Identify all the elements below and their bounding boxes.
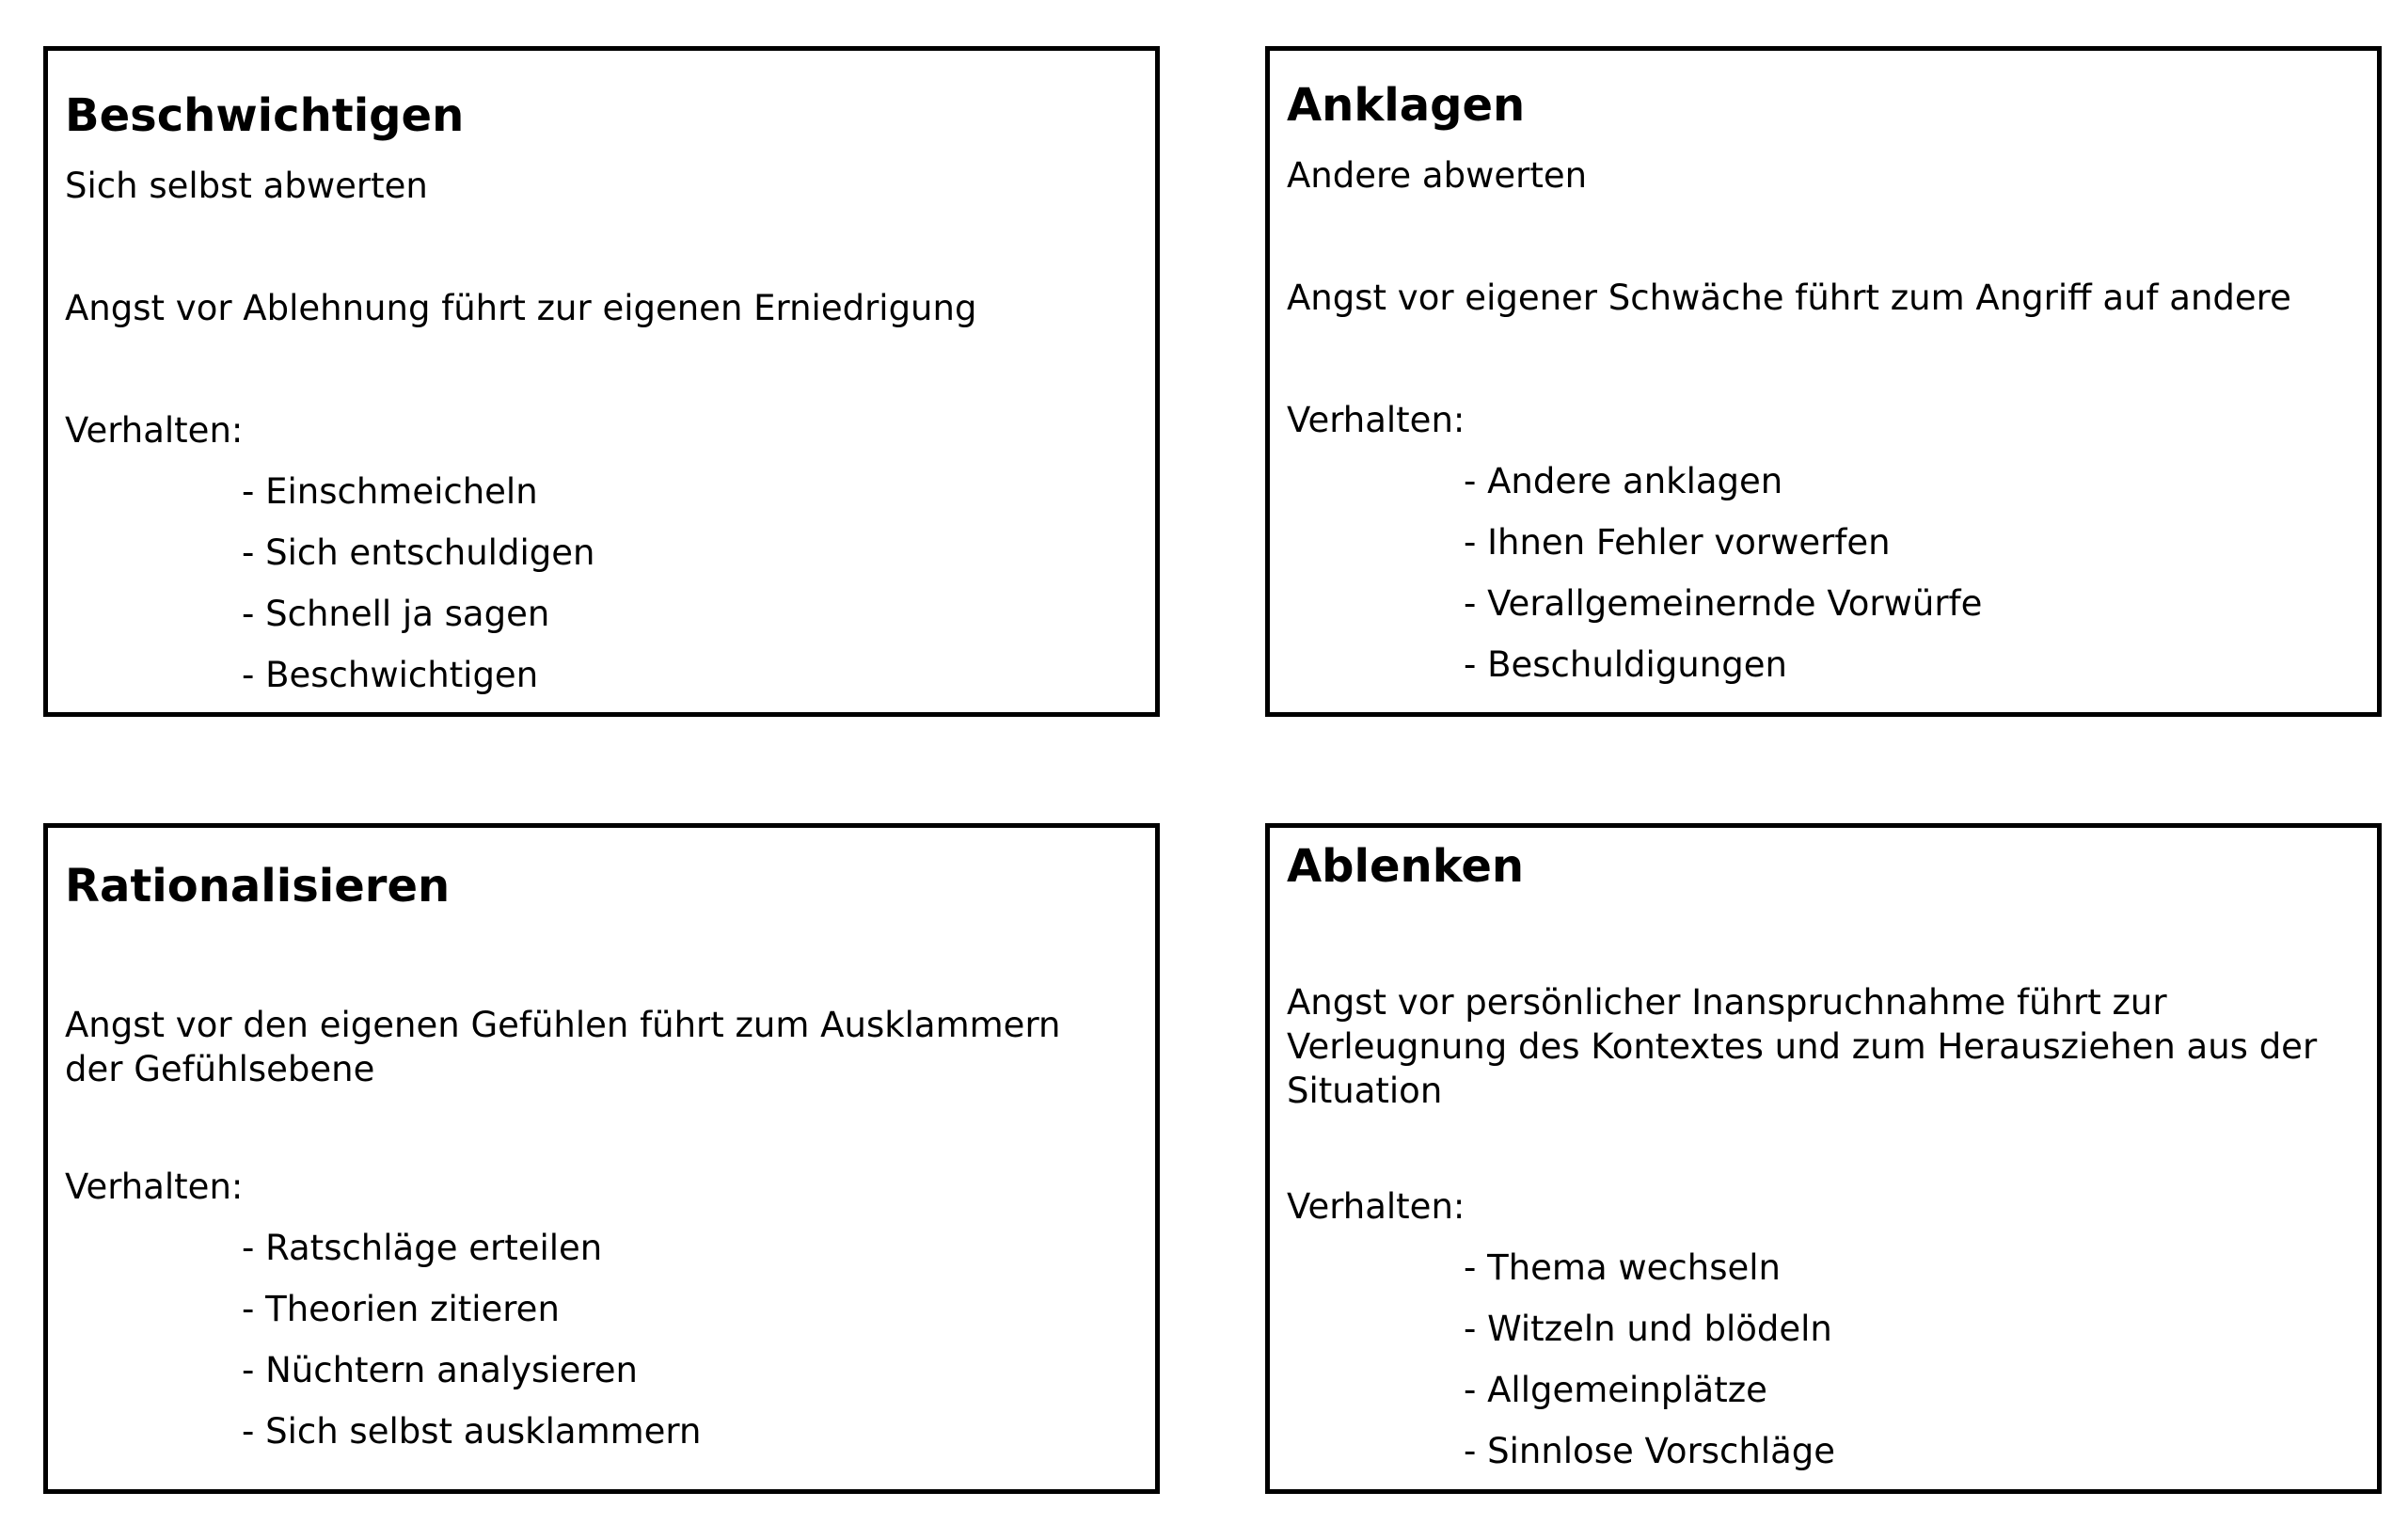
card-title: Anklagen [1287, 79, 1526, 132]
card-title: Ablenken [1287, 840, 1525, 893]
behavior-label: Verhalten: [65, 410, 244, 451]
card-description: Angst vor Ablehnung führt zur eigenen Erniedrigung [65, 288, 977, 328]
card-beschwichtigen [43, 46, 1160, 717]
behavior-item: - Sinnlose Vorschläge [1464, 1431, 1836, 1471]
card-title: Beschwichtigen [65, 89, 465, 142]
card-description: Angst vor persönlicher Inanspruchnahme führt zur Verleugnung des Kontextes und zum Herausziehen aus der Situation [1287, 982, 2318, 1111]
card-anklagen [1265, 46, 2382, 717]
behavior-item: - Sich entschuldigen [242, 532, 595, 573]
behavior-item: - Sich selbst ausklammern [242, 1411, 702, 1452]
behavior-item: - Ratschläge erteilen [242, 1228, 603, 1268]
behavior-label: Verhalten: [1287, 1186, 1465, 1227]
behavior-item: - Witzeln und blödeln [1464, 1309, 1832, 1349]
behavior-item: - Einschmeicheln [242, 471, 538, 512]
behavior-item: - Verallgemeinernde Vorwürfe [1464, 583, 1983, 624]
behavior-item: - Andere anklagen [1464, 461, 1783, 501]
card-ablenken [1265, 823, 2382, 1494]
card-description: Angst vor eigener Schwäche führt zum Angriff auf andere [1287, 278, 2291, 318]
behavior-item: - Theorien zitieren [242, 1289, 560, 1329]
behavior-item: - Allgemeinplätze [1464, 1370, 1767, 1410]
card-title: Rationalisieren [65, 860, 451, 913]
behavior-item: - Beschwichtigen [242, 655, 539, 695]
behavior-item: - Ihnen Fehler vorwerfen [1464, 522, 1891, 563]
behavior-item: - Beschuldigungen [1464, 644, 1787, 685]
behavior-item: - Schnell ja sagen [242, 594, 550, 634]
behavior-label: Verhalten: [1287, 400, 1465, 440]
behavior-label: Verhalten: [65, 1167, 244, 1207]
card-rationalisieren [43, 823, 1160, 1494]
card-description: Angst vor den eigenen Gefühlen führt zum Ausklammern der Gefühlsebene [65, 1005, 1061, 1089]
behavior-item: - Nüchtern analysieren [242, 1350, 638, 1390]
card-subtitle: Sich selbst abwerten [65, 166, 428, 206]
behavior-item: - Thema wechseln [1464, 1247, 1781, 1288]
card-subtitle: Andere abwerten [1287, 155, 1588, 196]
